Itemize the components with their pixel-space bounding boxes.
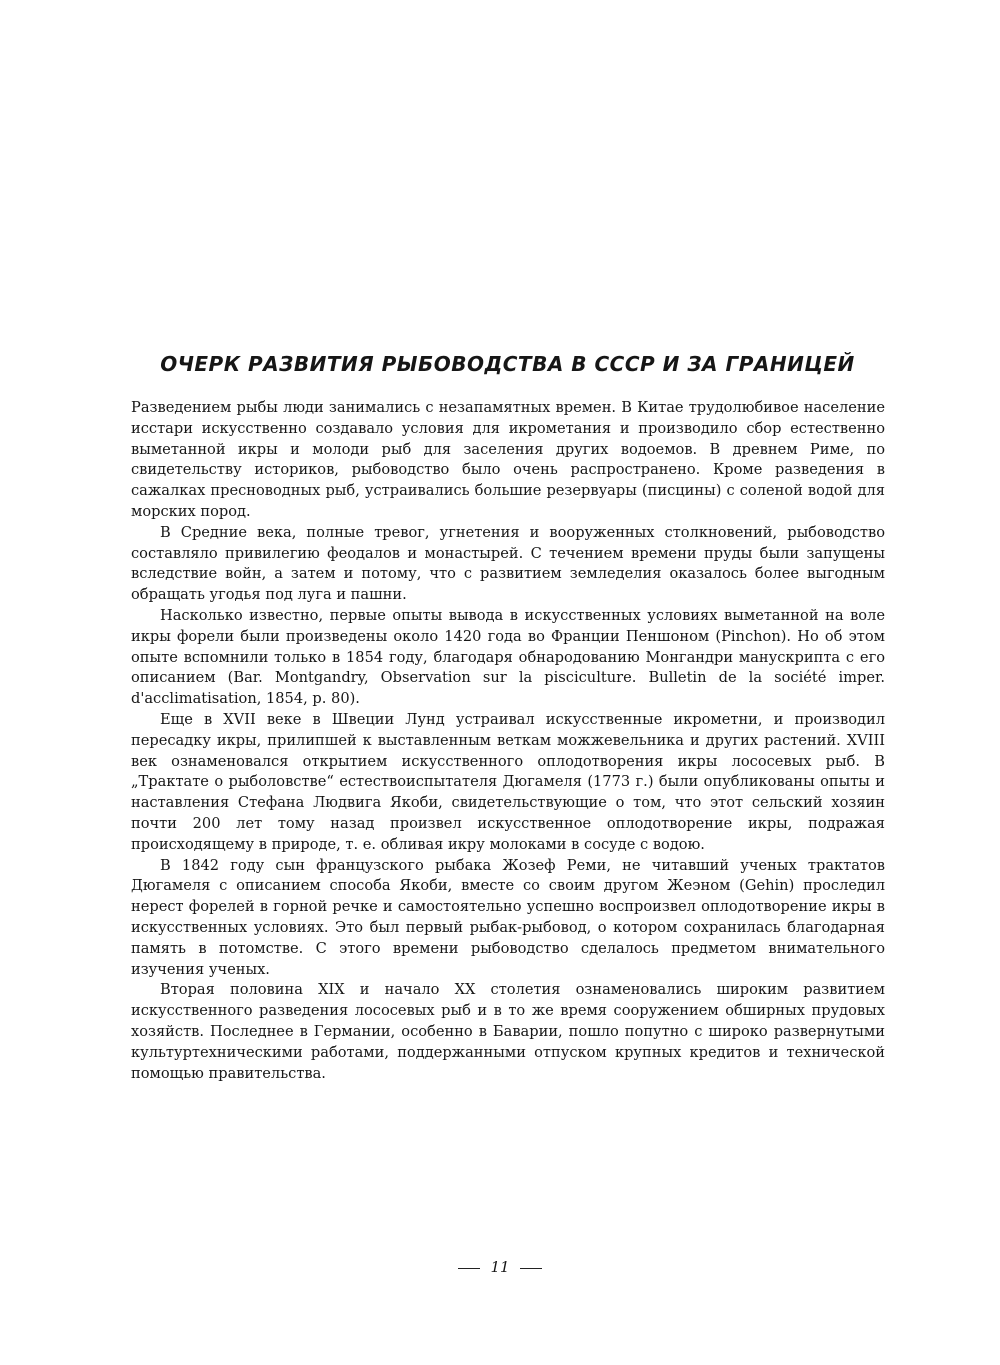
paragraph-5: В 1842 году сын французского рыбака Жозеф Реми, не читавший ученых трактатов Дюгамеля с описанием способа Якоби, вместе со своим другом Жеэном (Gehin) проследил нерест форелей в горной речке и самостоятельно успешно воспроизвел оплодотворение икры в искусственных условиях. Это был первый рыбак-рыбовод, о котором сохранилась благодарная память в потомстве. С этого времени рыбоводство сделалось предметом внимательного изучения ученых. bbox=[131, 856, 885, 978]
paragraph-6: Вторая половина XIX и начало XX столетия ознаменовались широким развитием искусственного разведения лососевых рыб и в то же время сооружением обширных прудовых хозяйств. Последнее в Германии, особенно в Баварии, пошло попутно с широко развернутыми культуртехническими работами, поддержанными отпуском крупных кредитов и технической помощью правительства. bbox=[131, 981, 885, 1082]
page-number: 11 bbox=[490, 1258, 510, 1276]
dash-left-icon bbox=[458, 1268, 480, 1269]
chapter-title: ОЧЕРК РАЗВИТИЯ РЫБОВОДСТВА В СССР И ЗА ГРАНИЦЕЙ bbox=[160, 352, 855, 376]
chapter-body bbox=[131, 398, 885, 1084]
paragraph-2: В Средние века, полные тревог, угнетения и вооруженных столкновений, рыбоводство составляло привилегию феодалов и монастырей. С течением времени пруды были запущены вследствие войн, а затем и потому, что с развитием земледелия оказалось более выгодным обращать угодья под луга и пашни. bbox=[131, 523, 885, 604]
paragraph-1: Разведением рыбы люди занимались с незапамятных времен. В Китае трудолюбивое население исстари искусственно создавало условия для икрометания и производило сбор естественно выметанной икры и молоди рыб для заселения других водоемов. В древнем Риме, по свидетельству историков, рыбоводство было очень распространено. Кроме разведения в сажалках пресноводных рыб, устраивались большие резервуары (писцины) с соленой водой для морских пород. bbox=[131, 399, 885, 520]
page-number-footer bbox=[0, 1258, 1000, 1276]
paragraph-3: Насколько известно, первые опыты вывода в искусственных условиях выметанной на воле икры форели были произведены около 1420 года во Франции Пеншоном (Pinchon). Но об этом опыте вспомнили только в 1854 году, благодаря обнародованию Монгандри манускрипта с его описанием (Bar. Montgandry, Observation sur la pisciculture. Bulletin de la société imper. d'acclimatisation, 1854, p. 80). bbox=[131, 606, 885, 708]
dash-right-icon bbox=[520, 1268, 542, 1269]
paragraph-4: Еще в XVII веке в Швеции Лунд устраивал искусственные икрометни, и производил пересадку икры, прилипшей к выставленным веткам можжевельника и других растений. XVIII век ознаменовался открытием искусственного оплодотворения икры лососевых рыб. В „Трактате о рыболовстве“ естествоиспытателя Дюгамеля (1773 г.) были опубликованы опыты и наставления Стефана Людвига Якоби, свидетельствующие о том, что этот сельский хозяин почти 200 лет тому назад произвел искусственное оплодотворение икры, подражая происходящему в природе, т. е. обливая икру молоками в сосуде с водою. bbox=[131, 710, 885, 853]
